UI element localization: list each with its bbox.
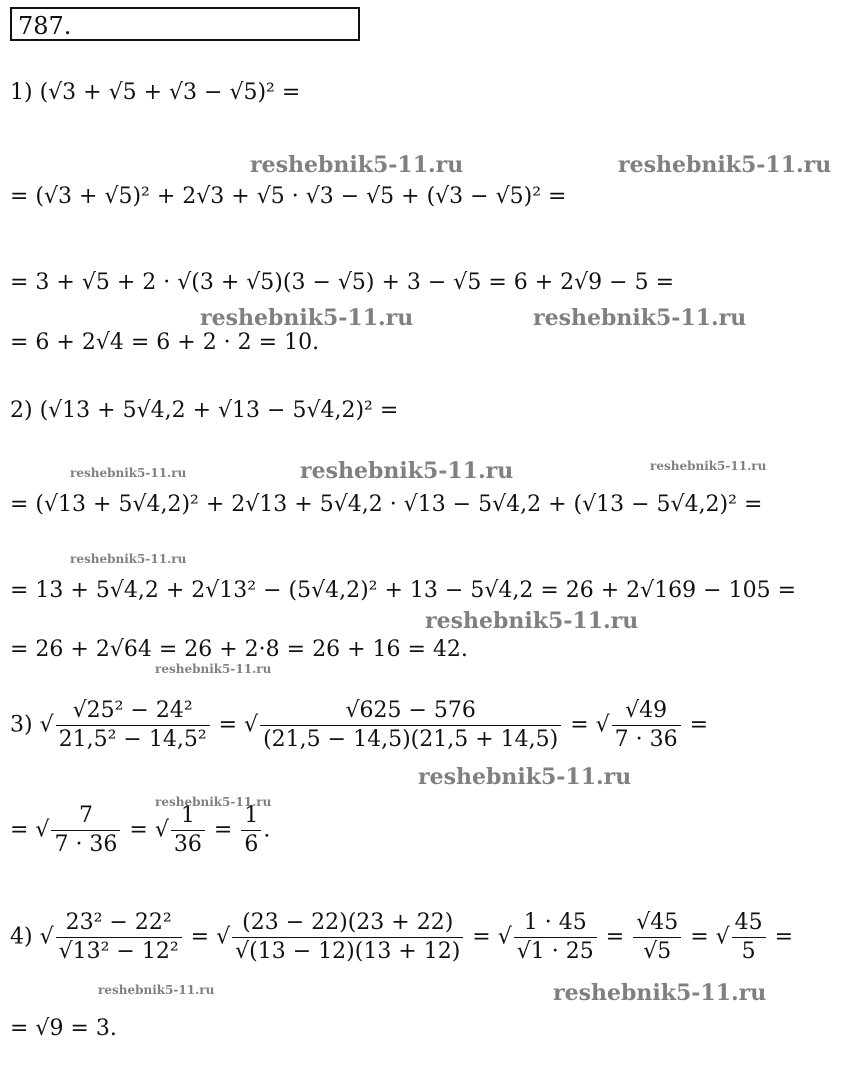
watermark: reshebnik5-11.ru — [98, 983, 215, 997]
watermark: reshebnik5-11.ru — [155, 662, 272, 676]
part3-fraction-2: $\frac{√625 - 576}{(21,5 - 14,5)(21,5 + 14,5)}$ — [260, 700, 561, 751]
watermark: reshebnik5-11.ru — [70, 552, 187, 566]
part4-label: 4) — [10, 924, 33, 950]
part3-fraction-4: $\frac{7}{7 \cdot 36}$ — [51, 805, 120, 856]
part3-line1: 3) √ $\frac{\text{√25² − 24²}}{\text{21,5² − 14,5²}}$ = √ $\frac{√625 - 576}{(21,5 - 14,5)(21,5 + 14,5)}$ = √ $\frac{√49}{7 \cdot 36}$ = — [10, 698, 709, 752]
part4-line1: 4) √ $\frac{\text{23² − 22²}}{\text{√13² − 12²}}$ = √ $\frac{(23 - 22)(23 + 22)}{√(13 - 12)(13 + 12)}$ = √ $\frac{1 \cdot 45}{√1 \cdot 25}$ = $\frac{√45}{√5}$ = √ $\frac{45}{5}$ = — [10, 910, 794, 964]
part3-fraction-3: $\frac{√49}{7 \cdot 36}$ — [612, 700, 681, 751]
part2-line3: = 13 + 5√4,2 + 2√13² − (5√4,2)² + 13 − 5√4,2 = 26 + 2√169 − 105 = — [10, 578, 797, 603]
part1-line3: = 3 + √5 + 2 · √(3 + √5)(3 − √5) + 3 − √5 = 6 + 2√9 − 5 = — [10, 270, 675, 295]
part1-line4: = 6 + 2√4 = 6 + 2 · 2 = 10. — [10, 330, 320, 355]
watermark: reshebnik5-11.ru — [200, 305, 414, 331]
part2-line4: = 26 + 2√64 = 26 + 2·8 = 26 + 16 = 42. — [10, 637, 468, 662]
watermark: reshebnik5-11.ru — [425, 608, 639, 634]
part4-line2: = √9 = 3. — [10, 1016, 117, 1041]
part2-line1: 2) (√13 + 5√4,2 + √13 − 5√4,2)² = — [10, 398, 399, 423]
problem-number: 787. — [10, 7, 360, 41]
part4-fraction-3: $\frac{1 \cdot 45}{√1 \cdot 25}$ — [514, 912, 597, 963]
watermark: reshebnik5-11.ru — [300, 458, 514, 484]
part1-line1: 1) (√3 + √5 + √3 − √5)² = — [10, 80, 301, 105]
part4-fraction-1: $\frac{\text{23² − 22²}}{\text{√13² − 12²}}$ — [56, 912, 182, 963]
watermark: reshebnik5-11.ru — [650, 459, 767, 473]
part2-line2: = (√13 + 5√4,2)² + 2√13 + 5√4,2 · √13 − 5√4,2 + (√13 − 5√4,2)² = — [10, 492, 763, 517]
part3-fraction-1: $\frac{\text{√25² − 24²}}{\text{21,5² − 14,5²}}$ — [56, 700, 210, 751]
watermark: reshebnik5-11.ru — [553, 980, 767, 1006]
watermark: reshebnik5-11.ru — [155, 795, 272, 809]
part1-line2: = (√3 + √5)² + 2√3 + √5 · √3 − √5 + (√3 − √5)² = — [10, 184, 567, 209]
part4-fraction-2: $\frac{(23 - 22)(23 + 22)}{√(13 - 12)(13 + 12)}$ — [232, 912, 463, 963]
part3-fraction-5: $\frac{1}{36}$ — [171, 805, 205, 856]
watermark: reshebnik5-11.ru — [250, 152, 464, 178]
part4-fraction-5: $\frac{45}{5}$ — [732, 912, 766, 963]
part3-label: 3) — [10, 712, 33, 738]
watermark: reshebnik5-11.ru — [533, 305, 747, 331]
watermark: reshebnik5-11.ru — [70, 466, 187, 480]
part3-line2: = √ $\frac{7}{7 \cdot 36}$ = √ $\frac{1}{36}$ = $\frac{1}{6}$ . — [10, 803, 271, 857]
watermark: reshebnik5-11.ru — [618, 152, 832, 178]
part4-fraction-4: $\frac{√45}{√5}$ — [633, 912, 681, 963]
watermark: reshebnik5-11.ru — [418, 764, 632, 790]
part3-fraction-6: $\frac{1}{6}$ — [241, 805, 261, 856]
